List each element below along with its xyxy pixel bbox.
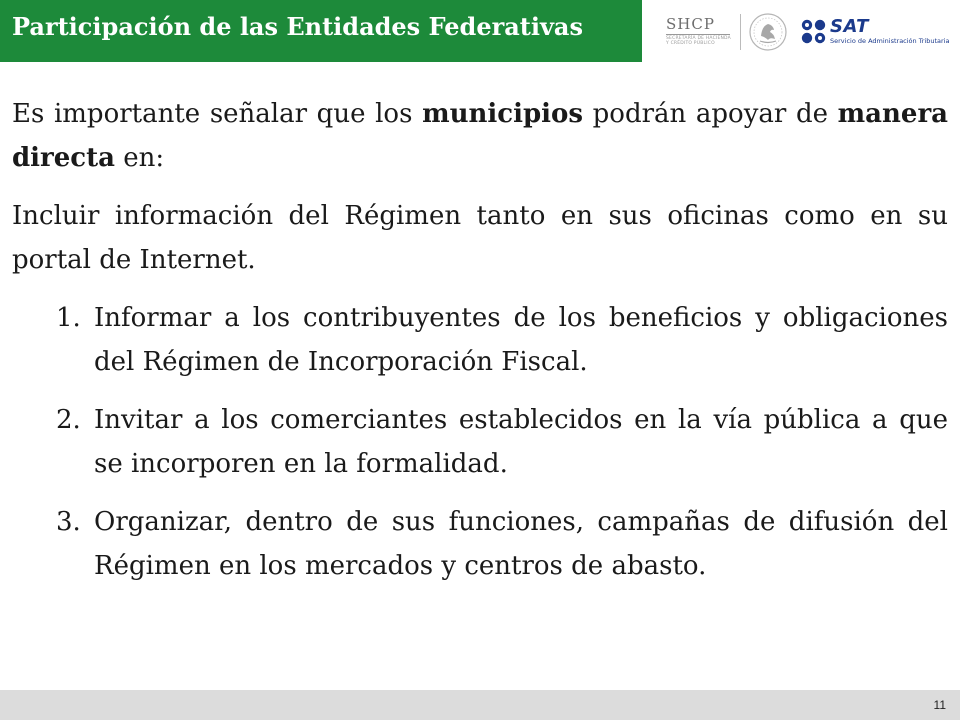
shcp-logo-text: SHCP	[666, 15, 715, 33]
slide-title: Participación de las Entidades Federativas	[12, 12, 583, 41]
header-bar	[0, 0, 642, 62]
list-item	[12, 296, 948, 384]
intro-paragraph: Es importante señalar que los municipios podrán apoyar de manera directa en:	[12, 99, 948, 173]
page-number: 11	[933, 698, 946, 712]
shcp-logo-subtext-1: SECRETARÍA DE HACIENDA	[666, 36, 731, 41]
shcp-logo-subtext-2: Y CRÉDITO PÚBLICO	[666, 41, 715, 46]
list-item	[12, 398, 948, 486]
mexico-seal-icon	[748, 12, 788, 52]
list-item	[12, 500, 948, 588]
sat-logo	[800, 16, 950, 52]
footer-bar	[0, 690, 960, 720]
info-paragraph: Incluir información del Régimen tanto en sus oficinas como en su portal de Internet.	[12, 201, 948, 275]
emphasis-manera-directa: manera directa	[12, 99, 948, 173]
sat-logo-text: SAT	[830, 16, 869, 37]
list-item-text: Informar a los contribuyentes de los beneficios y obligaciones del Régimen de Incorporación Fiscal.	[94, 303, 948, 377]
logos-area	[660, 10, 950, 54]
list-item-number: 3.	[56, 507, 81, 537]
list-item-text: Invitar a los comerciantes establecidos en la vía pública a que se incorporen en la formalidad.	[94, 405, 948, 479]
sat-logo-subtext: Servicio de Administración Tributaria	[830, 37, 950, 45]
list-item-number: 1.	[56, 303, 81, 333]
shcp-logo	[666, 16, 736, 46]
logo-separator	[740, 14, 741, 50]
emphasis-municipios: municipios	[422, 99, 584, 129]
sat-dots-icon	[800, 18, 828, 46]
list-item-number: 2.	[56, 405, 81, 435]
list-item-text: Organizar, dentro de sus funciones, campañas de difusión del Régimen en los mercados y centros de abasto.	[94, 507, 948, 581]
actions-list	[12, 296, 948, 588]
slide-body	[12, 92, 948, 602]
